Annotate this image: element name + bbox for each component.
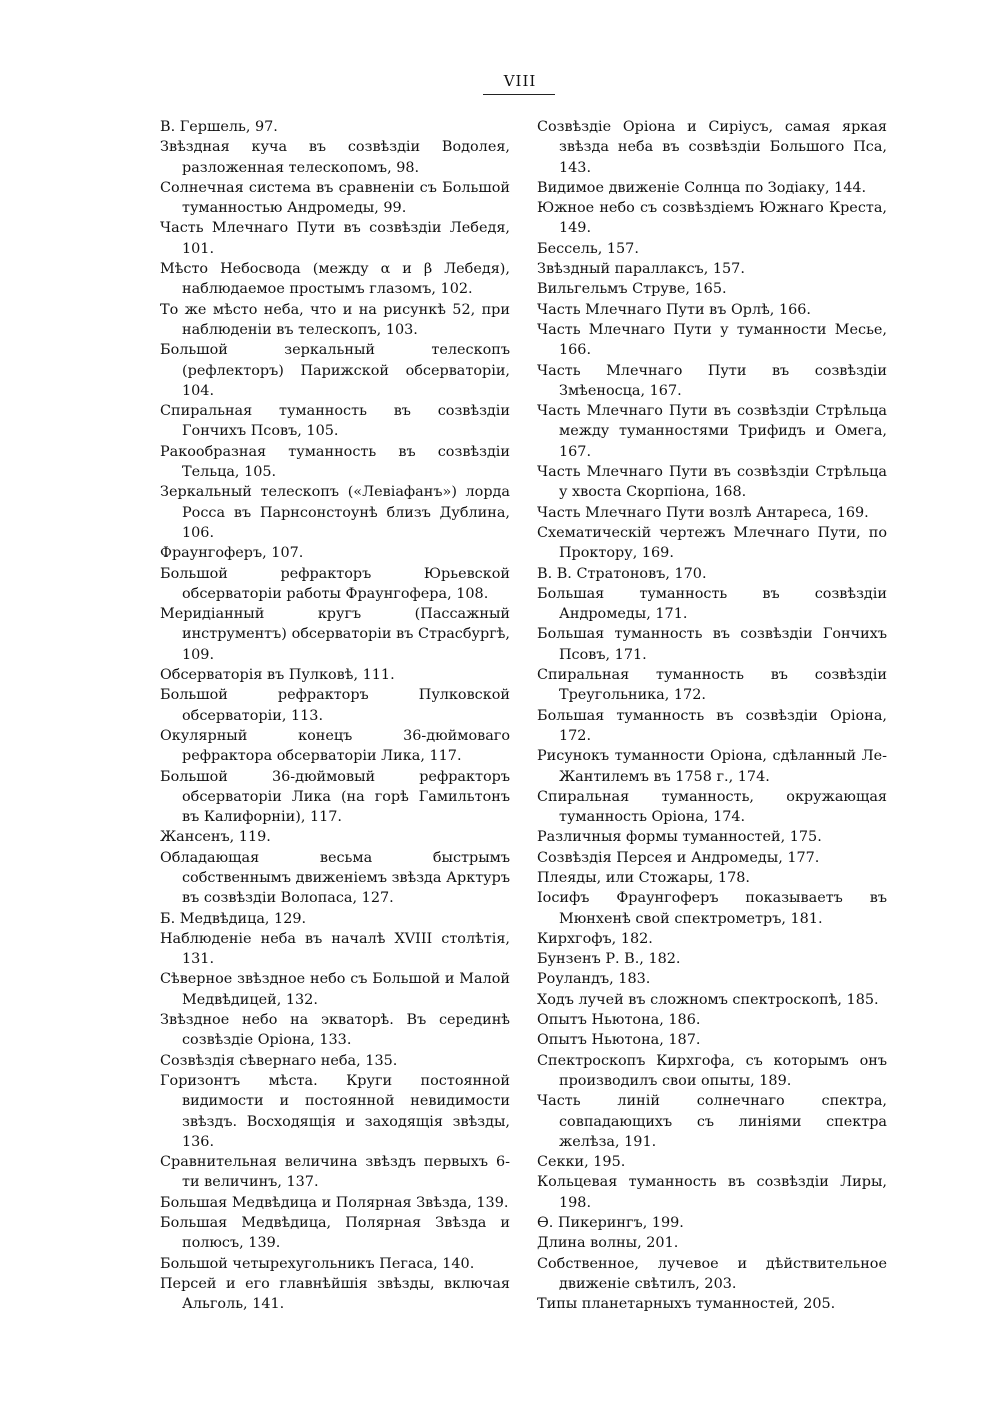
list-item: Большая туманность въ созвѣздіи Андромеды, 171. xyxy=(537,585,887,623)
list-item: Спиральная туманность въ созвѣздіи Треугольника, 172. xyxy=(537,667,887,704)
list-item: То же мѣсто неба, что и на рисункѣ 52, при наблюденіи въ телескопъ, 103. xyxy=(160,301,510,338)
list-item: Часть Млечнаго Пути въ Орлѣ, 166. xyxy=(537,301,811,318)
list-item: Часть Млечнаго Пути въ созвѣздіи Лебедя, 101. xyxy=(160,220,510,257)
list-item: Спиральная туманность въ созвѣздіи Гончихъ Псовъ, 105. xyxy=(160,403,510,440)
list-item: Часть Млечнаго Пути возлѣ Антареса, 169. xyxy=(537,504,869,521)
list-item: Спектроскопъ Кирхгофа, съ которымъ онъ производилъ свои опыты, 189. xyxy=(537,1052,887,1089)
list-item: Созвѣздія Персея и Андромеды, 177. xyxy=(537,849,820,866)
list-item: Большая туманность въ созвѣздіи Гончихъ Псовъ, 171. xyxy=(537,626,887,663)
list-item: Секки, 195. xyxy=(537,1154,626,1171)
list-item: Созвѣздіе Оріона и Сиріусъ, самая яркая звѣзда неба въ созвѣздіи Большого Пса, 143. xyxy=(537,119,887,176)
list-item: Сѣверное звѣздное небо съ Большой и Малой Медвѣдицей, 132. xyxy=(160,971,510,1008)
left-column xyxy=(160,117,510,1315)
list-item: Большой рефракторъ Юрьевской обсерваторіи работы Фраунгофера, 108. xyxy=(160,565,510,602)
list-item: Видимое движеніе Солнца по Зодіаку, 144. xyxy=(537,179,867,196)
list-item: Обладающая весьма быстрымъ собственнымъ движеніемъ звѣзда Арктуръ въ созвѣздіи Волопаса, 127. xyxy=(160,849,510,907)
list-item: Опытъ Ньютона, 186. xyxy=(537,1012,701,1029)
list-item: Часть Млечнаго Пути въ созвѣздіи Змѣеносца, 167. xyxy=(537,362,887,399)
list-item: Южное небо съ созвѣздіемъ Южнаго Креста, 149. xyxy=(537,200,887,237)
list-item: Бессель, 157. xyxy=(537,240,639,257)
list-item: Кирхгофъ, 182. xyxy=(537,930,653,947)
list-item: Большой зеркальный телескопъ (рефлекторъ) Парижской обсерваторіи, 104. xyxy=(160,342,510,399)
list-item: Большая Медвѣдица, Полярная Звѣзда и полюсъ, 139. xyxy=(160,1215,510,1252)
right-column xyxy=(537,117,887,1315)
list-item: Б. Медвѣдица, 129. xyxy=(160,910,307,927)
list-item: Ракообразная туманность въ созвѣздіи Тельца, 105. xyxy=(160,443,510,481)
list-item: Мѣсто Небосвода (между α и β Лебедя), наблюдаемое простымъ глазомъ, 102. xyxy=(160,261,510,298)
list-item: Большая туманность въ созвѣздіи Оріона, 172. xyxy=(537,707,887,744)
list-item: Плеяды, или Стожары, 178. xyxy=(537,869,750,886)
list-item: В. Гершель, 97. xyxy=(160,119,278,135)
list-item: Типы планетарныхъ туманностей, 205. xyxy=(537,1296,836,1313)
list-item: Фраунгоферъ, 107. xyxy=(160,545,304,562)
list-item: Солнечная система въ сравненіи съ Большой туманностью Андромеды, 99. xyxy=(160,179,510,217)
list-item: Обсерваторія въ Пулковѣ, 111. xyxy=(160,667,395,684)
list-item: Сравнительная величина звѣздъ первыхъ 6-ти величинъ, 137. xyxy=(160,1154,510,1191)
list-item: Созвѣздія сѣвернаго неба, 135. xyxy=(160,1052,398,1069)
list-item: Большая Медвѣдица и Полярная Звѣзда, 139. xyxy=(160,1194,509,1211)
list-item: Часть Млечнаго Пути у туманности Месье, 166. xyxy=(537,321,887,359)
list-item: Бунзенъ Р. В., 182. xyxy=(537,951,681,968)
list-item: Звѣздная куча въ созвѣздіи Водолея, разложенная телескопомъ, 98. xyxy=(160,139,510,176)
list-item: Опытъ Ньютона, 187. xyxy=(537,1032,701,1049)
list-item: Меридіанный кругъ (Пассажный инструментъ) обсерваторіи въ Страсбургѣ, 109. xyxy=(160,606,510,663)
list-item: Окулярный конецъ 36-дюймоваго рефрактора обсерваторіи Лика, 117. xyxy=(160,727,510,765)
list-item: Большой четырехугольникъ Пегаса, 140. xyxy=(160,1255,475,1272)
list-item: Звѣздный параллаксъ, 157. xyxy=(537,261,745,278)
list-item: Горизонтъ мѣста. Круги постоянной видимости и постоянной невидимости звѣздъ. Восходящія и заходящія звѣзды, 136. xyxy=(160,1072,510,1150)
list-item: Часть линій солнечнаго спектра, совпадающихъ съ линіями спектра желѣза, 191. xyxy=(537,1093,887,1150)
list-item: Часть Млечнаго Пути въ созвѣздіи Стрѣльца у хвоста Скорпіона, 168. xyxy=(537,464,887,501)
header-rule xyxy=(483,94,555,95)
list-item: Жансенъ, 119. xyxy=(160,829,271,846)
list-item: Длина волны, 201. xyxy=(537,1235,679,1252)
list-item: Звѣздное небо на экваторѣ. Въ серединѣ созвѣздіе Оріона, 133. xyxy=(160,1012,510,1049)
list-item: Зеркальный телескопъ («Левіафанъ») лорда Росса въ Парнсонстоунѣ близъ Дублина, 106. xyxy=(160,484,510,541)
list-item: Наблюденіе неба въ началѣ XVIII столѣтія, 131. xyxy=(160,930,510,968)
list-item: Рисунокъ туманности Оріона, сдѣланный Ле-Жантилемъ въ 1758 г., 174. xyxy=(537,748,887,785)
list-item: Часть Млечнаго Пути въ созвѣздіи Стрѣльца между туманностями Трифидъ и Омега, 167. xyxy=(537,403,887,460)
list-item: Персей и его главнѣйшія звѣзды, включая Альголь, 141. xyxy=(160,1275,510,1313)
list-item: Іосифъ Фраунгоферъ показываетъ въ Мюнхенѣ свой спектрометръ, 181. xyxy=(537,890,887,927)
list-item: Ѳ. Пикерингъ, 199. xyxy=(537,1215,684,1232)
list-item: Вильгельмъ Струве, 165. xyxy=(537,281,727,298)
list-item: Роуландъ, 183. xyxy=(537,971,651,988)
list-item: Собственное, лучевое и дѣйствительное движеніе свѣтилъ, 203. xyxy=(537,1255,887,1292)
list-item: В. В. Стратоновъ, 170. xyxy=(537,565,707,582)
list-item: Кольцевая туманность въ созвѣздіи Лиры, 198. xyxy=(537,1174,887,1211)
list-item: Различныя формы туманностей, 175. xyxy=(537,829,822,846)
list-item: Большой рефракторъ Пулковской обсерваторіи, 113. xyxy=(160,687,510,724)
page-number: VIII xyxy=(503,72,537,90)
list-item: Схематическій чертежъ Млечнаго Пути, по Проктору, 169. xyxy=(537,524,887,562)
list-item: Спиральная туманность, окружающая туманность Оріона, 174. xyxy=(537,788,887,826)
list-item: Ходъ лучей въ сложномъ спектроскопѣ, 185. xyxy=(537,991,879,1008)
list-item: Большой 36-дюймовый рефракторъ обсерваторіи Лика (на горѣ Гамильтонъ въ Калифорніи), 117. xyxy=(160,768,510,826)
